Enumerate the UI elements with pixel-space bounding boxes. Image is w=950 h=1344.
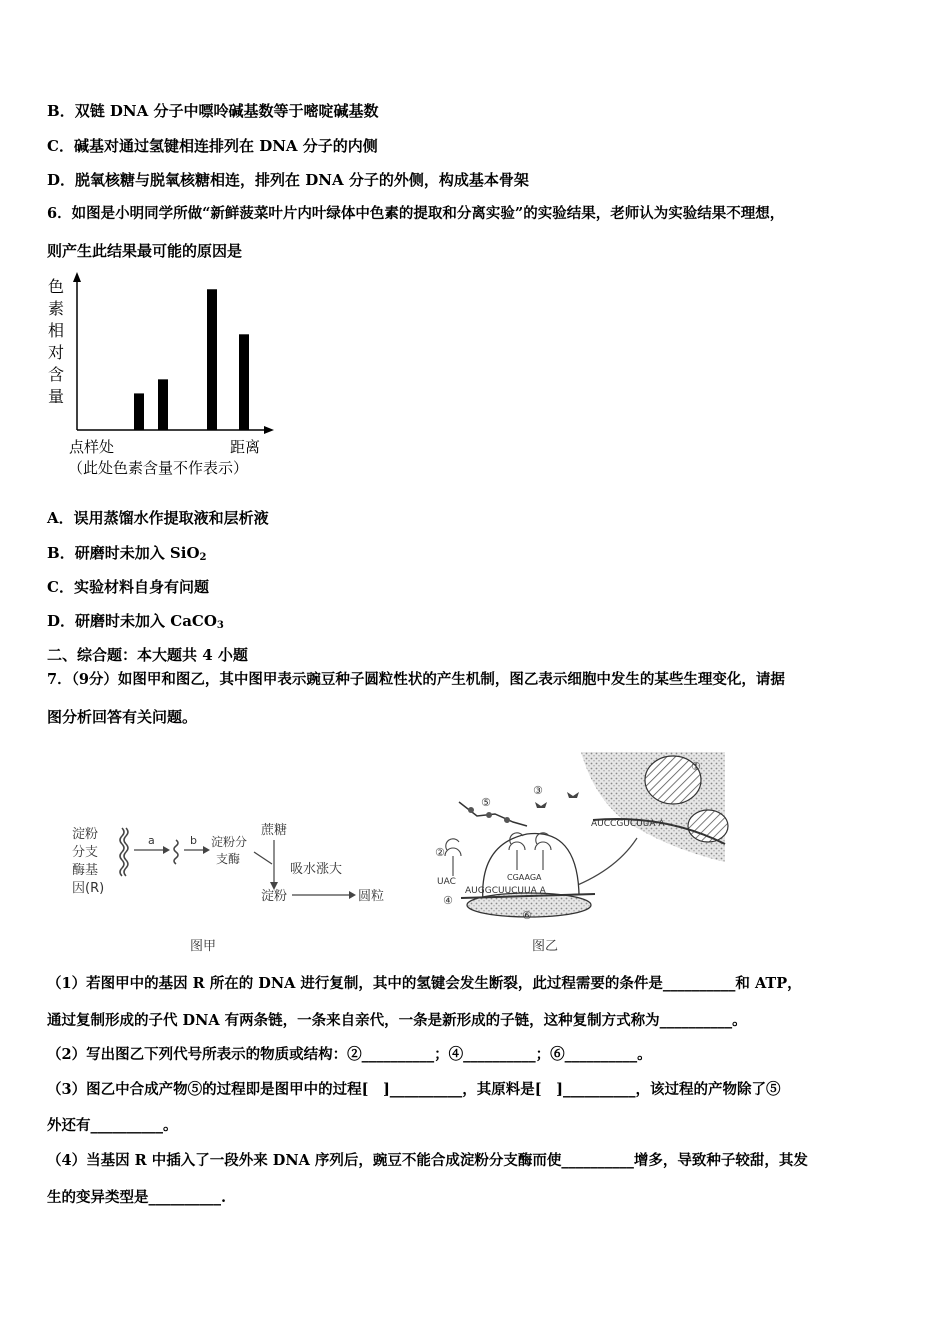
q7-sub1-line2: 通过复制形成的子代 DNA 有两条链，一条来自亲代，一条是新形成的子链，这种复制方式称为__________。	[47, 1012, 747, 1029]
q6-option-d-key: D	[47, 612, 61, 630]
arrow-a-label: a	[148, 834, 155, 847]
q5-option-d-text: 脱氧核糖与脱氧核糖相连，排列在 DNA 分子的外侧，构成基本骨架	[75, 171, 529, 189]
y-label-char: 量	[48, 387, 65, 406]
anticodon-left: UAC	[437, 877, 456, 887]
mark-4: ④	[443, 894, 453, 907]
arrow-b-label: b	[190, 834, 197, 847]
anticodon-mid: CGAAGA	[507, 873, 542, 882]
y-label-char: 含	[48, 365, 65, 384]
q6-option-c-text: 实验材料自身有问题	[73, 578, 209, 596]
bar-3	[207, 289, 217, 430]
q6-option-b: B．研磨时未加入 SiO$_2$	[47, 544, 207, 563]
q6-option-c: C．实验材料自身有问题	[47, 578, 209, 596]
enzyme-label-line2: 支酶	[216, 852, 241, 866]
q6-option-b-text: 研磨时未加入 SiO	[74, 544, 200, 562]
y-label-char: 色	[48, 277, 65, 296]
gene-label-line2: 分支	[72, 845, 99, 860]
q5-option-b: B．双链 DNA 分子中嘌呤碱基数等于嘧啶碱基数	[47, 102, 379, 120]
figure-jia-caption: 图甲	[190, 939, 217, 954]
mrna-icon	[174, 840, 178, 864]
chart-note: （此处色素含量不作表示）	[68, 459, 249, 477]
enzyme-label-line1: 淀粉分	[211, 835, 248, 849]
y-axis-label	[48, 277, 64, 406]
dna-helix-icon	[124, 828, 128, 876]
amino-acid-1	[468, 807, 474, 813]
sucrose-label: 蔗糖	[261, 823, 288, 838]
dna-helix-strand-icon	[120, 828, 124, 876]
q6-option-d-sub: 3	[216, 620, 224, 631]
q5-option-d: D．脱氧核糖与脱氧核糖相连，排列在 DNA 分子的外侧，构成基本骨架	[47, 171, 529, 189]
pigment-chart	[44, 270, 284, 480]
q6-option-d-text: 研磨时未加入 CaCO	[75, 612, 217, 630]
polypeptide-chain	[459, 802, 527, 826]
bar-4	[239, 334, 249, 430]
starch-to-round-arrow	[349, 891, 356, 899]
q7-sub3-line1: （3）图乙中合成产物⑤的过程即是图甲中的过程[ ]__________，其原料是[ ]__________，该过程的产物除了⑤	[47, 1081, 781, 1098]
q7-sub1-line1: （1）若图甲中的基因 R 所在的 DNA 进行复制，其中的氢键会发生断裂，此过程需要的条件是__________和 ATP，	[47, 975, 802, 992]
figure-yi	[425, 752, 735, 962]
figure-jia	[68, 800, 398, 960]
q6-option-b-key: B	[47, 544, 60, 562]
gene-label-line3: 酶基	[72, 863, 99, 878]
starch-label: 淀粉	[261, 889, 288, 904]
mark-2: ②	[435, 846, 445, 859]
q5-option-c: C．碱基对通过氢键相连排列在 DNA 分子的内侧	[47, 137, 378, 155]
x-label-start: 点样处	[69, 438, 115, 456]
amino-acid-free-1	[535, 802, 547, 808]
q7-sub4-line1: （4）当基因 R 中插入了一段外来 DNA 序列后，豌豆不能合成淀粉分支酶而使__________增多，导致种子较甜，其发	[47, 1152, 808, 1169]
q5-option-d-key: D	[47, 171, 61, 189]
q6-option-d: D．研磨时未加入 CaCO$_3$	[47, 612, 224, 631]
q6-stem-line1: 6．如图是小明同学所做“新鲜菠菜叶片内叶绿体中色素的提取和分离实验”的实验结果，老师认为实验结果不理想，	[47, 205, 785, 222]
mark-1: ①	[691, 760, 701, 773]
q5-option-c-text: 碱基对通过氢键相连排列在 DNA 分子的内侧	[73, 137, 378, 155]
enzyme-catalysis-line	[254, 852, 272, 864]
trna-left-icon	[445, 839, 461, 876]
q7-sub2: （2）写出图乙下列代号所表示的物质或结构：②__________；④__________；⑥__________。	[47, 1046, 652, 1063]
mark-6: ⑥	[522, 909, 532, 922]
gene-label-line1: 淀粉	[72, 827, 99, 842]
water-label: 吸水涨大	[290, 862, 343, 877]
arrow-a-head	[163, 846, 170, 854]
q5-option-c-key: C	[47, 137, 59, 155]
q6-option-c-key: C	[47, 578, 59, 596]
x-label-end: 距离	[230, 438, 261, 456]
q6-option-a-text: 误用蒸馏水作提取液和层析液	[73, 509, 269, 527]
q6-option-a-key: A	[47, 509, 59, 527]
x-axis-arrow	[264, 426, 274, 434]
figure-yi-caption: 图乙	[532, 939, 559, 954]
amino-acid-3	[504, 817, 510, 823]
y-axis-arrow	[73, 272, 81, 282]
mark-5: ⑤	[481, 796, 491, 809]
section-title: 二、综合题：本大题共 4 小题	[47, 646, 248, 664]
q6-stem-line2: 则产生此结果最可能的原因是	[47, 242, 243, 260]
gene-label-line4: 因(R)	[72, 881, 105, 896]
bars	[134, 289, 249, 430]
gene-r-label	[72, 826, 104, 896]
seq-top: AUCCGUCUUA A	[591, 819, 665, 829]
seq-bottom: AUGGCUUCUUA A	[465, 886, 546, 896]
y-label-char: 相	[48, 321, 65, 340]
q5-option-b-text: 双链 DNA 分子中嘌呤碱基数等于嘧啶碱基数	[74, 102, 379, 120]
q5-option-b-key: B	[47, 102, 60, 120]
q6-option-a: A．误用蒸馏水作提取液和层析液	[47, 509, 269, 527]
bar-2	[158, 379, 168, 430]
amino-acid-2	[486, 812, 492, 818]
q7-sub4-line2: 生的变异类型是__________.	[47, 1189, 227, 1206]
mark-3: ③	[533, 784, 543, 797]
round-label: 圆粒	[358, 889, 385, 904]
arrow-b-head	[203, 846, 210, 854]
bar-1	[134, 393, 144, 430]
q7-stem-line1: 7．（9分）如图甲和图乙，其中图甲表示豌豆种子圆粒性状的产生机制，图乙表示细胞中发生的某些生理变化，请据	[47, 671, 785, 688]
q7-sub3-line2: 外还有__________。	[47, 1117, 178, 1134]
q7-stem-line2: 图分析回答有关问题。	[47, 708, 198, 726]
y-label-char: 对	[48, 343, 65, 362]
amino-acid-free-2	[567, 792, 579, 798]
q6-option-b-sub: 2	[199, 552, 207, 563]
y-label-char: 素	[48, 299, 65, 318]
